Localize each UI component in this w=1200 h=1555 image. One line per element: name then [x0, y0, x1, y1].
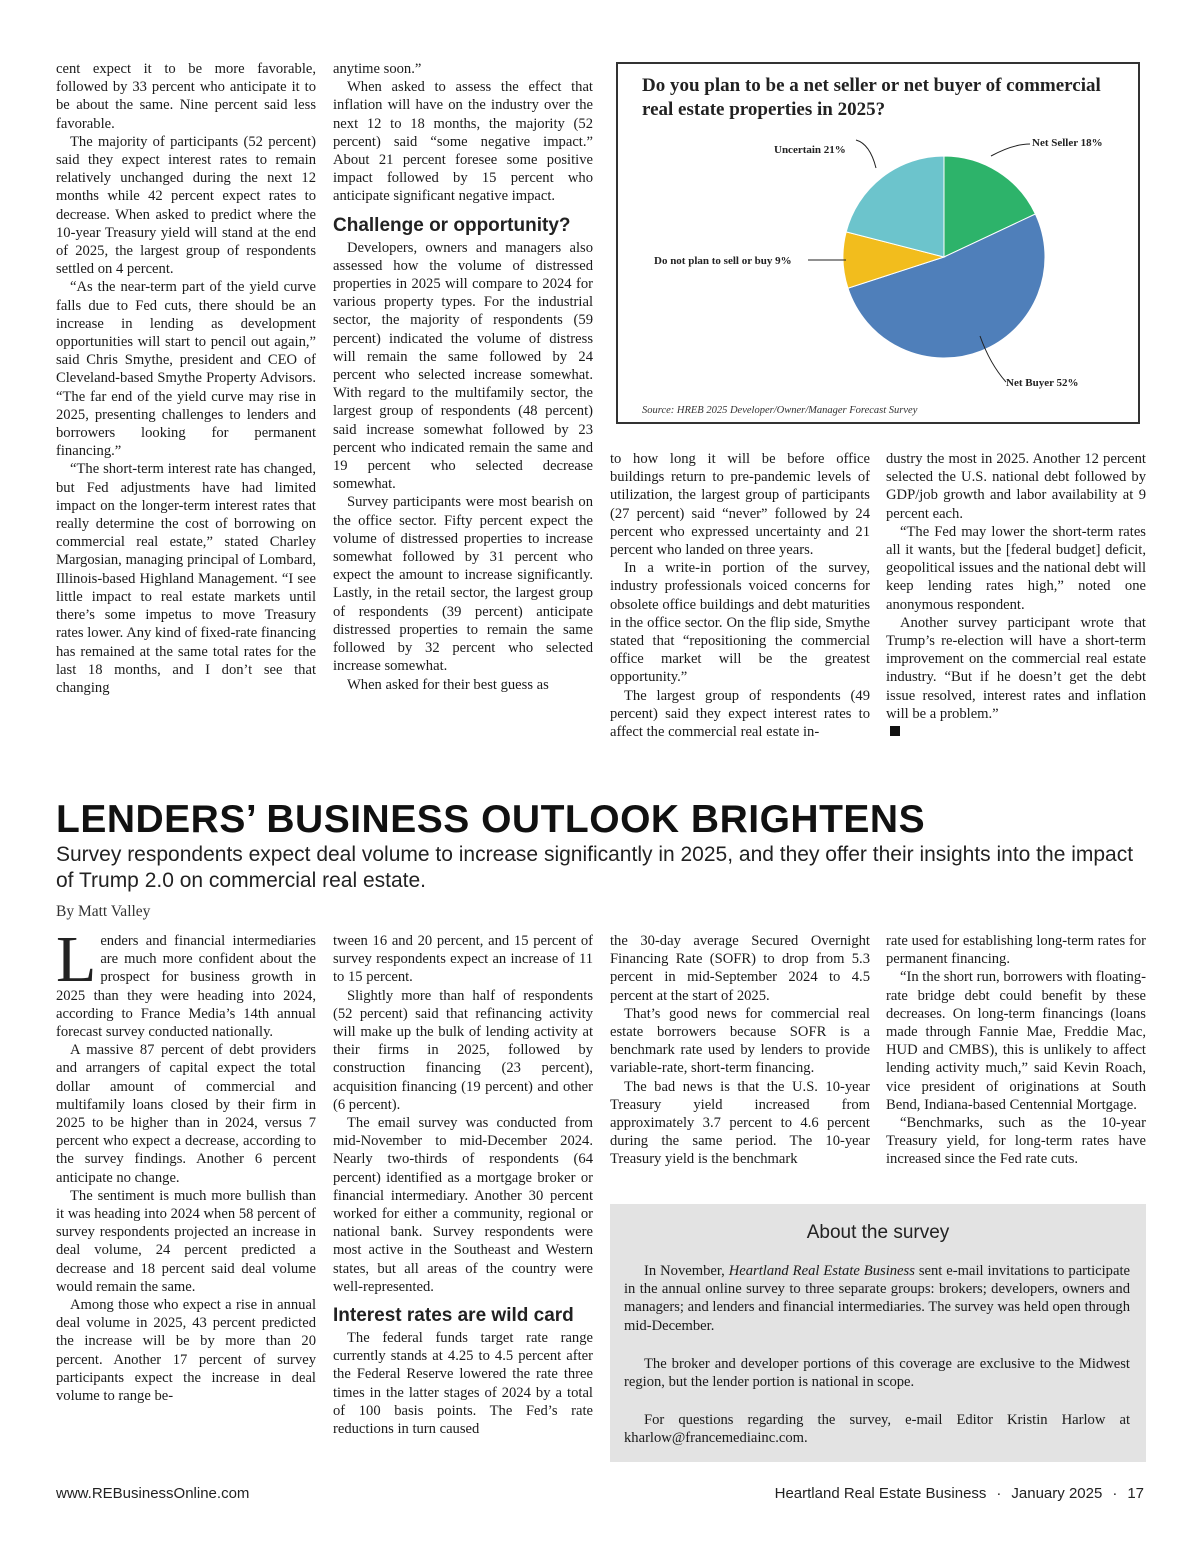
section-heading: Interest rates are wild card [333, 1305, 574, 1327]
paragraph: rate used for establishing long-term rates for permanent financing. [886, 933, 1146, 968]
text: In November, [644, 1263, 729, 1279]
label-net-seller: Net Seller 18% [1032, 137, 1103, 149]
paragraph: the 30-day average Secured Overnight Financing Rate (SOFR) to drop from 5.3 percent in mid-September 2024 to 4.5 percent at the start of 2025. [610, 933, 870, 1004]
article-column-1 [56, 923, 316, 1405]
about-body [624, 1262, 1130, 1468]
separator: · [996, 1485, 1002, 1502]
paragraph: The email survey was conducted from mid-November to mid-December 2024. Nearly two-thirds of respondents (64 percent) identified as a mortgage broker or financial intermediary. Another 30 percent worked for either a community, regional or national bank. Survey respondents were most active in the Southeast and Western states, but all areas of the country were well-represented. [333, 1115, 593, 1295]
paragraph: The bad news is that the U.S. 10-year Treasury yield increased from approximately 3.7 percent to 4.6 percent during the same period. The 10-year Treasury yield is the benchmark [610, 1078, 870, 1168]
paragraph: When asked for their best guess as [347, 676, 549, 693]
top-column-4 [886, 450, 1146, 741]
paragraph: Among those who expect a rise in annual deal volume in 2025, 43 percent predicted the increase will be by more than 20 percent. Another 17 percent of survey participants expect the increase in deal volume to range be- [56, 1297, 316, 1405]
paragraph: Developers, owners and managers also assessed how the volume of distressed properties in 2025 will compare to 2024 for various property types. For the industrial sector, the majority of respondents (59 percent) indicated the volume of distress will remain the same followed by 24 percent who selected increase somewhat. With regard to the multifamily sector, the largest group of respondents (48 percent) said increase somewhat followed by 23 percent who indicated remain the same and 19 percent who selected decrease somewhat. [333, 239, 593, 493]
text: sent e-mail invitations to participate in the annual online survey to three separate groups: brokers; developers, owners and managers; and lenders and financial intermediaries. The survey was held open through mid-December. [624, 1263, 1130, 1334]
paragraph: dustry the most in 2025. Another 12 percent selected the U.S. national debt followed by GDP/job growth and labor availability at 9 percent each. [886, 451, 1146, 522]
top-column-2 [333, 60, 593, 694]
paragraph: anytime soon.” [333, 61, 422, 77]
article-byline: By Matt Valley [56, 903, 151, 920]
leader-line-net-seller [991, 144, 1030, 156]
pie-chart-box [616, 62, 1140, 424]
footer-publication: Heartland Real Estate Business [774, 1485, 987, 1502]
paragraph: “In the short run, borrowers with floating-rate bridge debt could benefit by these decreases. On long-term financings (loans made through Fannie Mae, Freddie Mac, HUD and CMBS), this is unlikely to affect lending activity much,” said Kevin Roach, vice president of originations at South Bend, Indiana-based Centennial Mortgage. [886, 969, 1147, 1113]
paragraph: Survey participants were most bearish on the office sector. Fifty percent expect the volume of distressed properties to increase somewhat followed by 31 percent who expect the amount to increase significantly. Lastly, in the retail sector, the largest group of respondents (39 percent) anticipate distressed properties to remain the same followed by 32 percent who selected increase somewhat. [333, 494, 593, 675]
paragraph: “Benchmarks, such as the 10-year Treasury yield, for long-term rates have increased since the Fed rate cuts. [886, 1115, 1146, 1168]
paragraph: A massive 87 percent of debt providers and arrangers of capital expect the total dollar amount of commercial and multifamily loans closed by their firm in 2025 to be higher than in 2024, versus 7 percent who expect a decrease, according to the survey findings. Another 6 percent anticipate no change. [56, 1042, 316, 1186]
leader-line-uncertain [856, 140, 876, 168]
footer-website: www.REBusinessOnline.com [56, 1485, 250, 1502]
paragraph: “The Fed may lower the short-term rates all it wants, but the [federal budget] deficit, geopolitical issues and the national debt will keep lending rates high,” noted one anonymous respondent. [886, 523, 1146, 613]
article-column-2 [333, 932, 593, 1438]
paragraph: In a write-in portion of the survey, industry professionals voiced concerns for obsolete office buildings and debt maturities in the office sector. On the flip side, Smythe stated that “repositioning the commercial office market will be the greatest opportunity.” [610, 560, 870, 686]
publication-name: Heartland Real Estate Business [728, 1263, 915, 1279]
paragraph: tween 16 and 20 percent, and 15 percent of survey respondents expect an increase of 11 to 15 percent. [333, 933, 593, 986]
article-column-4 [886, 932, 1146, 1169]
paragraph: The federal funds target rate range currently stands at 4.25 to 4.5 percent after the Federal Reserve lowered the rate three times in the latter stages of 2024 by a total of 100 basis points. The Fed’s rate reductions in turn caused [333, 1330, 593, 1438]
label-net-buyer: Net Buyer 52% [1006, 377, 1079, 389]
paragraph: cent expect it to be more favorable, followed by 33 percent who anticipate it to be about the same. Nine percent said less favorable. [56, 61, 316, 132]
section-heading: Challenge or opportunity? [333, 214, 571, 236]
label-uncertain: Uncertain 21% [774, 144, 846, 156]
article-headline: LENDERS’ BUSINESS OUTLOOK BRIGHTENS [56, 798, 926, 841]
pie-chart [618, 64, 1138, 422]
paragraph: The largest group of respondents (49 percent) said they expect interest rates to affect the commercial real estate in- [610, 687, 870, 741]
about-title: About the survey [806, 1222, 950, 1243]
article-deck: Survey respondents expect deal volume to increase significantly in 2025, and they offer their insights into the impact of Trump 2.0 on commercial real estate. [56, 843, 1134, 892]
paragraph: The majority of participants (52 percent) said they expect interest rates to remain relatively unchanged during the next 12 months while 42 percent expect rates to decrease. When asked to predict where the 10-year Treasury yield will stand at the end of 2025, the largest group of respondents settled on 4 percent. [56, 133, 316, 278]
chart-source: Source: HREB 2025 Developer/Owner/Manager Forecast Survey [642, 405, 918, 416]
lead-text: enders and financial intermediaries are much more confident about the prospect for business growth in 2025 than they were heading into 2024, according to France Media’s 14th annual forecast survey conducted nationally. [56, 933, 316, 1041]
about-paragraph: The broker and developer portions of this coverage are exclusive to the Midwest region, but the lender portion is national in scope. [624, 1355, 1130, 1391]
paragraph: Another survey participant wrote that Trump’s re-election will have a short-term improvement on the commercial real estate industry. “But if he doesn’t get the debt issue resolved, interest rates and inflation will be a problem.” [886, 614, 1146, 722]
footer-page-number: 17 [1127, 1485, 1144, 1502]
about-paragraph [624, 1262, 1130, 1335]
paragraph: Slightly more than half of respondents (52 percent) said that refinancing activity will make up the bulk of lending activity at their firms in 2025, followed by construction financing (23 percent), acquisition financing (19 percent) and other (6 percent). [333, 987, 593, 1113]
about-survey-box [610, 1204, 1146, 1462]
footer-info [775, 1485, 1144, 1502]
chart-title: Do you plan to be a net seller or net buyer of commercial real estate properties in 2025? [642, 75, 1101, 120]
about-paragraph: For questions regarding the survey, e-mail Editor Kristin Harlow at kharlow@francemediainc.com. [624, 1412, 1130, 1447]
top-column-3 [610, 450, 870, 741]
paragraph: The sentiment is much more bullish than it was heading into 2024 when 58 percent of survey respondents projected an increase in deal volume, 24 percent predicted a decrease and 18 percent said deal volume would remain the same. [56, 1187, 316, 1295]
footer-date: January 2025 [1011, 1485, 1103, 1502]
article-column-3 [610, 932, 870, 1169]
separator: · [1112, 1485, 1118, 1502]
end-mark [890, 726, 900, 736]
top-column-1 [56, 60, 316, 697]
label-no-plan: Do not plan to sell or buy 9% [654, 255, 792, 267]
drop-cap: L [56, 923, 97, 996]
paragraph: When asked to assess the effect that inflation will have on the industry over the next 12 to 18 months, the majority (52 percent) said “some negative impact.” About 21 percent foresee some positive impact followed by 15 percent who anticipate significant negative impact. [333, 79, 593, 205]
paragraph: to how long it will be before office buildings return to pre-pandemic levels of utilization, the largest group of participants (27 percent) said “never” followed by 24 percent who expressed uncertainty and 21 percent who landed on three years. [610, 451, 870, 559]
paragraph [56, 923, 316, 1041]
paragraph: “The short-term interest rate has changed, but Fed adjustments have had limited impact on the longer-term interest rates that really determine the cost of borrowing on commercial real estate,” stated Charley Margosian, managing principal of Lombard, Illinois-based Highland Management. “I see little impact to real estate markets until there’s some impetus to move Treasury rates lower. Any kind of fixed-rate financing has remained at the same total rates for the last 18 months, and I don’t see that changing [56, 461, 316, 696]
paragraph: “As the near-term part of the yield curve falls due to Fed cuts, there should be an increase in lending as development opportunities will start to pencil out again,” said Chris Smythe, president and CEO of Cleveland-based Smythe Property Advisors. “The far end of the yield curve may rise in 2025, presenting challenges to lenders and borrowers looking for permanent financing.” [56, 279, 316, 460]
paragraph: That’s good news for commercial real estate borrowers because SOFR is a benchmark rate used by lenders to provide variable-rate, short-term financing. [610, 1005, 870, 1077]
